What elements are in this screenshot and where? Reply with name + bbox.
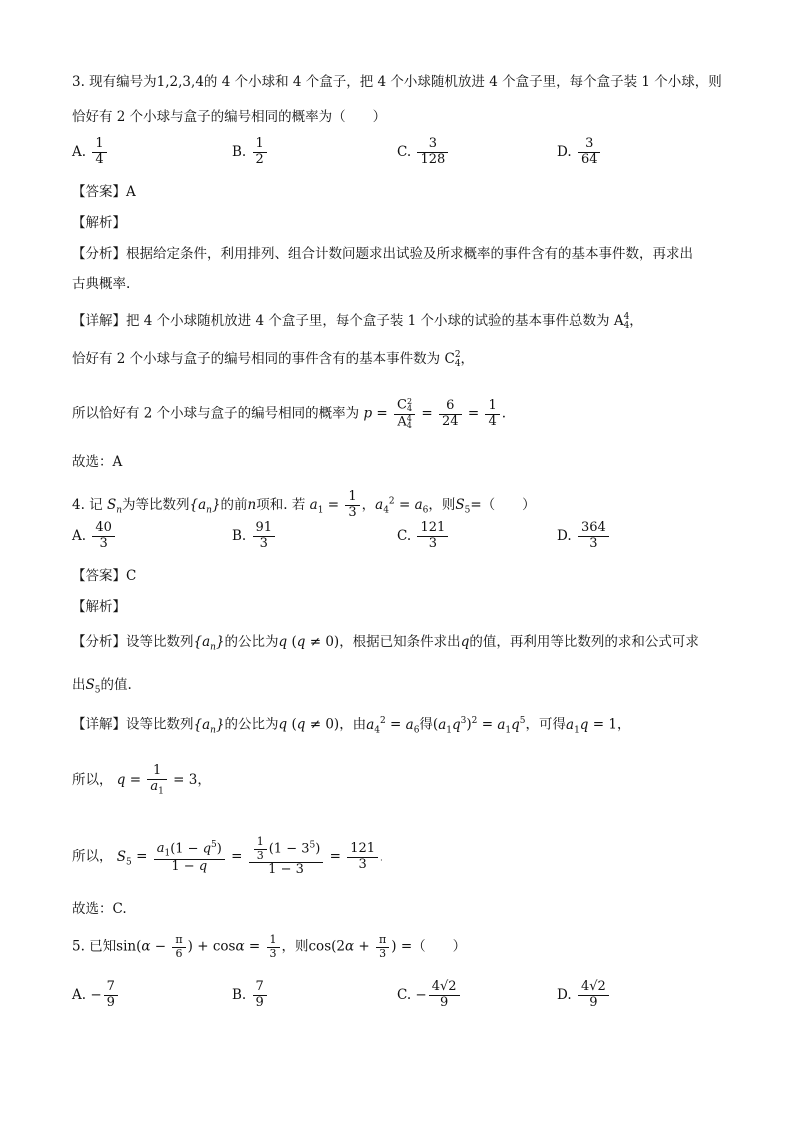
q3-option-b: B. $\frac{1}{2}$ [232,137,269,168]
q4-answer: 【答案】C [72,568,137,584]
q3-option-d: D. $\frac{3}{64}$ [557,137,602,168]
q-fraction: $\frac{1}{a_1}$ [147,764,167,797]
probability-fraction-2: $\frac{6}{24}$ [439,399,462,430]
q3-analysis-line1: 【分析】根据给定条件，利用排列、组合计数问题求出试验及所求概率的事件含有的基本事件数，再求出 [72,246,693,262]
probability-fraction-1: C 2 4 A 4 4 [394,398,415,430]
q3-choice: 故选：A [72,454,123,470]
q3-stem-line2: 恰好有 2 个小球与盒子的编号相同的概率为（ ） [72,109,387,125]
q4-option-d: D. $\frac{364}{3}$ [557,521,611,552]
q4-choice: 故选：C. [72,901,127,917]
q5-option-c: C. − $\frac{4√2}{9}$ [397,980,462,1011]
q4-analysis-line1: 【分析】设等比数列$\{a_n\}$的公比为q (q ≠ 0)，根据已知条件求出q的值，再利用等比数列的求和公式可求 [72,634,699,653]
q3-stem-line1: 3. 现有编号为1,2,3,4的 4 个小球和 4 个盒子，把 4 个小球随机放进 4 个盒子里，每个盒子装 1 个小球，则 [72,74,722,90]
q4-detail-line1: 【详解】设等比数列$\{a_n\}$的公比为q (q ≠ 0)，由$a_4^2 = a_6$得$(a_1q^3)^2 = a_1q^5$，可得$a_1q = 1$， [72,716,631,736]
q3-detail-line1: 【详解】把 4 个小球随机放进 4 个盒子里，每个盒子装 1 个小球的试验的基本事件总数为 A 4 4 ， [72,312,643,331]
q3-detail-line2: 恰好有 2 个小球与盒子的编号相同的事件含有的基本事件数为 C 2 4 ， [72,350,475,369]
s5-general-fraction: $\frac{a_1(1 - q^5)}{1 - q}$ [154,840,225,875]
probability-fraction-3: $\frac{1}{4}$ [485,399,499,430]
q4-q-value: 所以， q = $\frac{1}{a_1}$ = 3， [72,763,211,797]
q4-stem: 4. 记 $S_n$为等比数列$\{a_n\}$的前n项和. 若 $a_1$ = $\frac{1}{3}$ ，$a_4^2 = a_6$，则$S_5=$（ ） [72,489,536,520]
s5-result-fraction: $\frac{121}{3}$ [347,842,378,873]
q5-stem: 5. 已知sin(α − $\frac{\pi}{6}$ ) + cosα = $\frac{1}{3}$ ，则cos(2α + $\frac{\pi}{3}$ ) =（ ） [72,933,467,960]
q3-jiexi-heading: 【解析】 [72,215,126,231]
a1-fraction: $\frac{1}{3}$ [345,490,359,521]
q5-option-d: D. $\frac{4√2}{9}$ [557,980,611,1011]
q4-option-b: B. $\frac{91}{3}$ [232,521,277,552]
q3-answer: 【答案】A [72,184,136,200]
q3-option-c: C. $\frac{3}{128}$ [397,137,450,168]
q3-analysis-line2: 古典概率. [72,276,131,292]
q3-probability-line: 所以恰好有 2 个小球与盒子的编号相同的概率为 p = C 2 4 A 4 4 = $\frac{6}{24}$ = $\frac{1}{4}$ . [72,397,507,430]
s5-substituted-fraction: $\frac{1}{3}$ $(1 - 3^5)$ 1 − 3 [249,836,324,878]
q5-option-a: A. − $\frac{7}{9}$ [72,980,120,1011]
q4-jiexi-heading: 【解析】 [72,599,126,615]
q4-option-c: C. $\frac{121}{3}$ [397,521,450,552]
q4-s5-formula: 所以， $S_5$ = $\frac{a_1(1 - q^5)}{1 - q}$ = $\frac{1}{3}$ $(1 - 3^5)$ 1 − 3 = $\frac{121}{3}$ . [72,835,383,878]
q5-option-b: B. $\frac{7}{9}$ [232,980,269,1011]
q4-option-a: A. $\frac{40}{3}$ [72,521,117,552]
q4-analysis-line2: 出$S_5$的值. [72,677,132,696]
q3-option-a: A. $\frac{1}{4}$ [72,137,109,168]
